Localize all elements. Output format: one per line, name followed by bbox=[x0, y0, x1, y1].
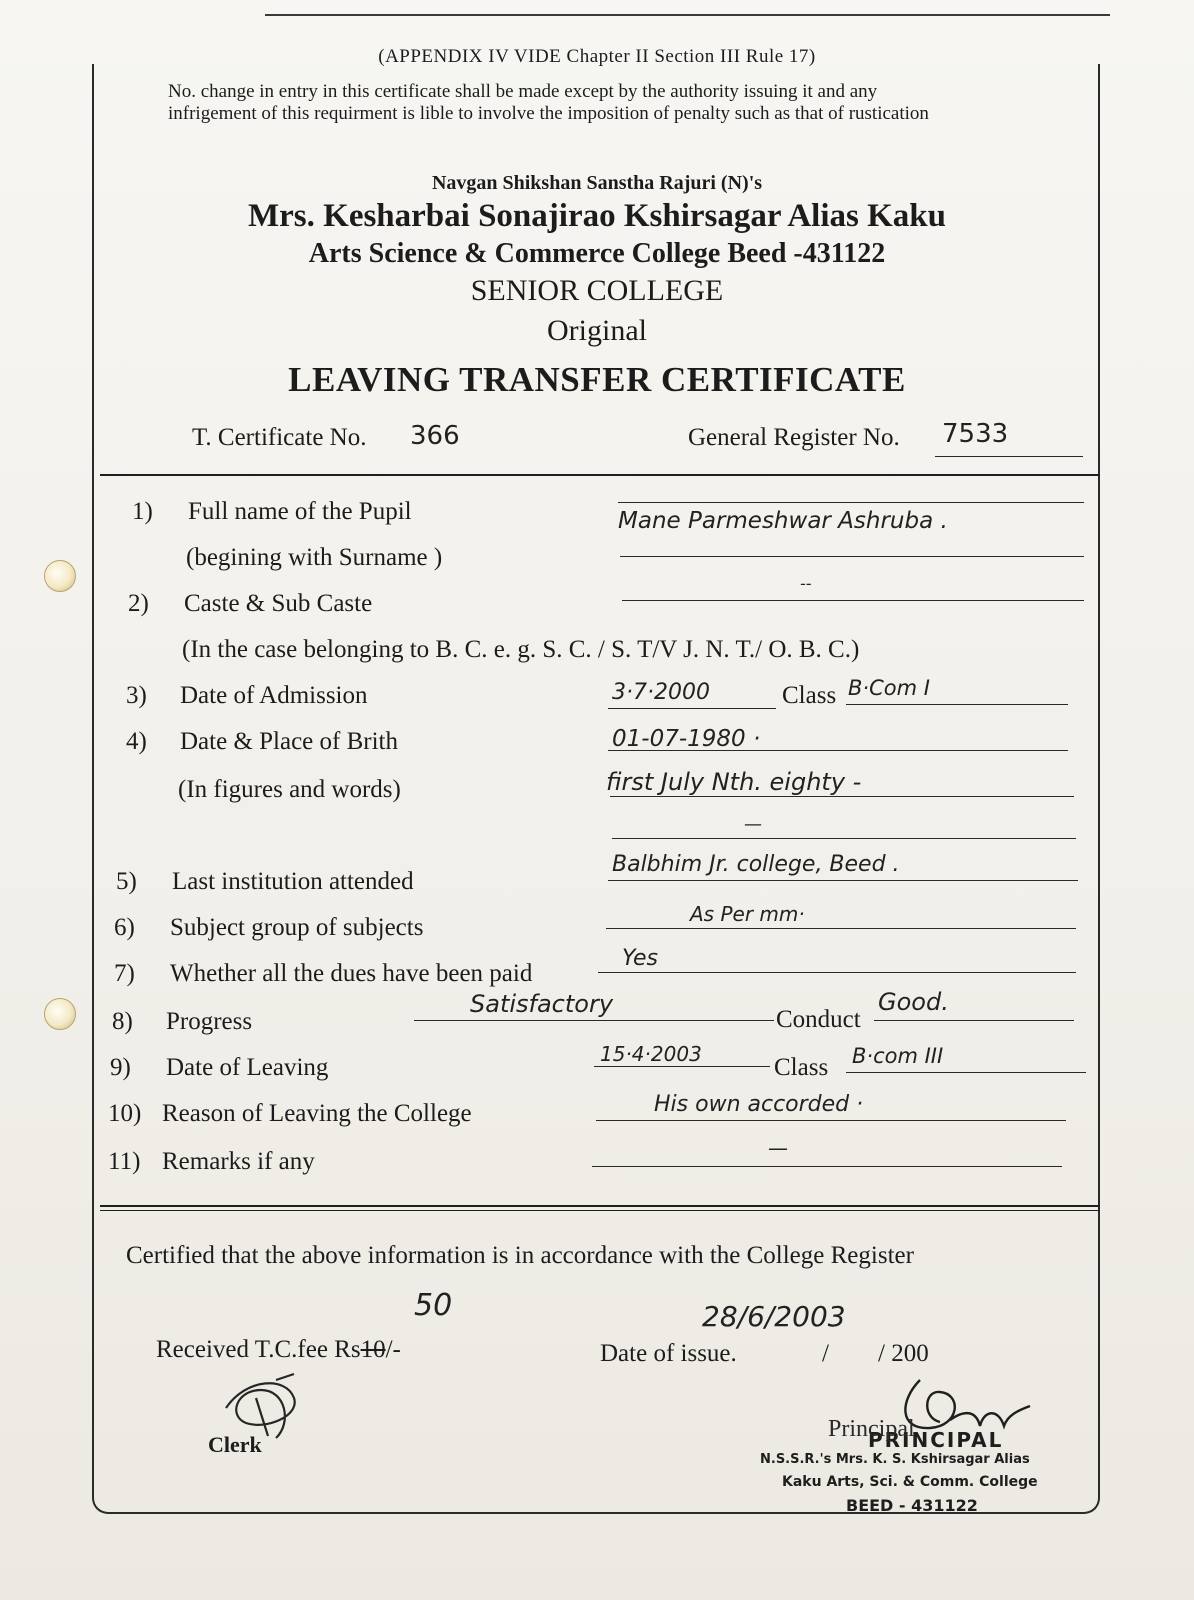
conduct-value: Good. bbox=[878, 988, 949, 1016]
warning-note-line1: No. change in entry in this certificate shall be made except by the authority issuing it and any bbox=[168, 81, 878, 102]
field-1-number: 1) bbox=[132, 498, 153, 525]
tc-number-label: T. Certificate No. bbox=[192, 424, 367, 451]
stamp-institution-city: BEED - 431122 bbox=[846, 1496, 978, 1515]
stamp-principal-script: Principal bbox=[828, 1416, 915, 1442]
field-10-label: Reason of Leaving the College bbox=[162, 1100, 472, 1127]
birth-words-underline bbox=[610, 796, 1074, 797]
field-5-label: Last institution attended bbox=[172, 868, 414, 895]
field-1-sublabel: (begining with Surname ) bbox=[186, 544, 443, 571]
field-3-label: Date of Admission bbox=[180, 682, 368, 709]
admission-class-underline bbox=[846, 704, 1068, 705]
birth-date-words: first July Nth. eighty - bbox=[606, 768, 862, 796]
dues-paid-underline bbox=[598, 972, 1076, 973]
general-register-value: 7533 bbox=[942, 419, 1009, 449]
fee-struck-value: 10 bbox=[360, 1336, 386, 1363]
remarks-value: — bbox=[768, 1136, 788, 1160]
leaving-class-value: B·com III bbox=[852, 1044, 944, 1068]
field-5-number: 5) bbox=[116, 868, 137, 895]
issue-date-slash: / bbox=[822, 1340, 829, 1367]
leaving-reason-value: His own accorded · bbox=[654, 1092, 864, 1117]
admission-date-value: 3·7·2000 bbox=[612, 680, 710, 705]
top-rule bbox=[265, 14, 1110, 16]
copy-type: Original bbox=[547, 314, 647, 347]
field-8-number: 8) bbox=[112, 1008, 133, 1035]
field-8-label: Progress bbox=[166, 1008, 253, 1035]
field-11-label: Remarks if any bbox=[162, 1148, 315, 1175]
birth-date-underline bbox=[608, 750, 1068, 751]
field-1-topline bbox=[618, 502, 1084, 503]
field-1-label: Full name of the Pupil bbox=[188, 498, 412, 525]
register-underline bbox=[935, 456, 1083, 457]
admission-class-label: Class bbox=[782, 682, 837, 709]
stamp-principal-title: PRINCIPAL bbox=[868, 1428, 1004, 1452]
certification-statement: Certified that the above information is in accordance with the College Register bbox=[126, 1242, 914, 1269]
conduct-underline bbox=[874, 1020, 1074, 1021]
fee-handwritten-value: 50 bbox=[414, 1288, 453, 1323]
tc-number-value: 366 bbox=[410, 421, 460, 451]
fields-divider bbox=[100, 1205, 1100, 1207]
field-2-value: -- bbox=[800, 574, 812, 593]
field-10-number: 10) bbox=[108, 1100, 142, 1127]
appendix-reference: (APPENDIX IV VIDE Chapter II Section III Rule 17) bbox=[378, 46, 816, 67]
field-3-number: 3) bbox=[126, 682, 147, 709]
leaving-date-underline bbox=[594, 1066, 770, 1067]
birth-place-underline bbox=[612, 838, 1076, 839]
field-9-number: 9) bbox=[110, 1054, 131, 1081]
field-9-label: Date of Leaving bbox=[166, 1054, 329, 1081]
leaving-class-underline bbox=[846, 1072, 1086, 1073]
dues-paid-value: Yes bbox=[622, 946, 659, 971]
field-1-value: Mane Parmeshwar Ashruba . bbox=[618, 508, 948, 534]
field-4-label: Date & Place of Brith bbox=[180, 728, 398, 755]
leaving-class-label: Class bbox=[774, 1054, 829, 1081]
field-4-sublabel: (In figures and words) bbox=[178, 776, 401, 803]
last-institution-value: Balbhim Jr. college, Beed . bbox=[612, 852, 900, 877]
issue-date-year: / 200 bbox=[878, 1340, 929, 1367]
issue-date-label: Date of issue. bbox=[600, 1340, 737, 1367]
college-subtitle: Arts Science & Commerce College Beed -431122 bbox=[308, 238, 886, 269]
field-2-label: Caste & Sub Caste bbox=[184, 590, 373, 617]
subject-group-value: As Per mm· bbox=[690, 902, 805, 926]
general-register-label: General Register No. bbox=[688, 424, 900, 451]
progress-underline bbox=[414, 1020, 774, 1021]
stamp-institution-line2: Kaku Arts, Sci. & Comm. College bbox=[782, 1474, 1038, 1490]
header-divider bbox=[100, 474, 1100, 476]
clerk-label: Clerk bbox=[208, 1432, 262, 1457]
certificate-title: LEAVING TRANSFER CERTIFICATE bbox=[288, 360, 906, 399]
field-7-label: Whether all the dues have been paid bbox=[170, 960, 533, 987]
field-2-underline bbox=[622, 600, 1084, 601]
field-4-number: 4) bbox=[126, 728, 147, 755]
fields-divider-inner bbox=[100, 1210, 1100, 1211]
remarks-underline bbox=[592, 1166, 1062, 1167]
stamp-institution-line1: N.S.S.R.'s Mrs. K. S. Kshirsagar Alias bbox=[760, 1452, 1030, 1467]
issue-date-handwritten: 28/6/2003 bbox=[702, 1300, 846, 1333]
admission-class-value: B·Com I bbox=[848, 676, 930, 700]
college-name: Mrs. Kesharbai Sonajirao Kshirsagar Alias Kaku bbox=[248, 198, 946, 234]
field-11-number: 11) bbox=[108, 1148, 141, 1175]
birth-date-value: 01-07-1980 · bbox=[612, 726, 761, 752]
field-7-number: 7) bbox=[114, 960, 135, 987]
last-institution-underline bbox=[608, 880, 1078, 881]
field-2-number: 2) bbox=[128, 590, 149, 617]
society-name: Navgan Shikshan Sanstha Rajuri (N)'s bbox=[431, 172, 763, 194]
progress-value: Satisfactory bbox=[470, 990, 614, 1018]
field-6-number: 6) bbox=[114, 914, 135, 941]
field-2-note: (In the case belonging to B. C. e. g. S. C. / S. T/V J. N. T./ O. B. C.) bbox=[182, 636, 860, 663]
leaving-reason-underline bbox=[596, 1120, 1066, 1121]
college-section: SENIOR COLLEGE bbox=[470, 274, 724, 307]
field-1-underline bbox=[620, 556, 1084, 557]
punch-hole-bottom bbox=[44, 998, 76, 1030]
field-6-label: Subject group of subjects bbox=[170, 914, 424, 941]
birth-place-dash: — bbox=[744, 814, 762, 835]
fee-label: Received T.C.fee Rs10/- bbox=[156, 1336, 401, 1363]
leaving-date-value: 15·4·2003 bbox=[600, 1042, 702, 1066]
admission-date-underline bbox=[608, 708, 776, 709]
subject-group-underline bbox=[606, 928, 1076, 929]
punch-hole-top bbox=[44, 560, 76, 592]
conduct-label: Conduct bbox=[776, 1006, 861, 1033]
warning-note-line2: infrigement of this requirment is lible to involve the imposition of penalty such as that of rustication bbox=[168, 103, 929, 124]
